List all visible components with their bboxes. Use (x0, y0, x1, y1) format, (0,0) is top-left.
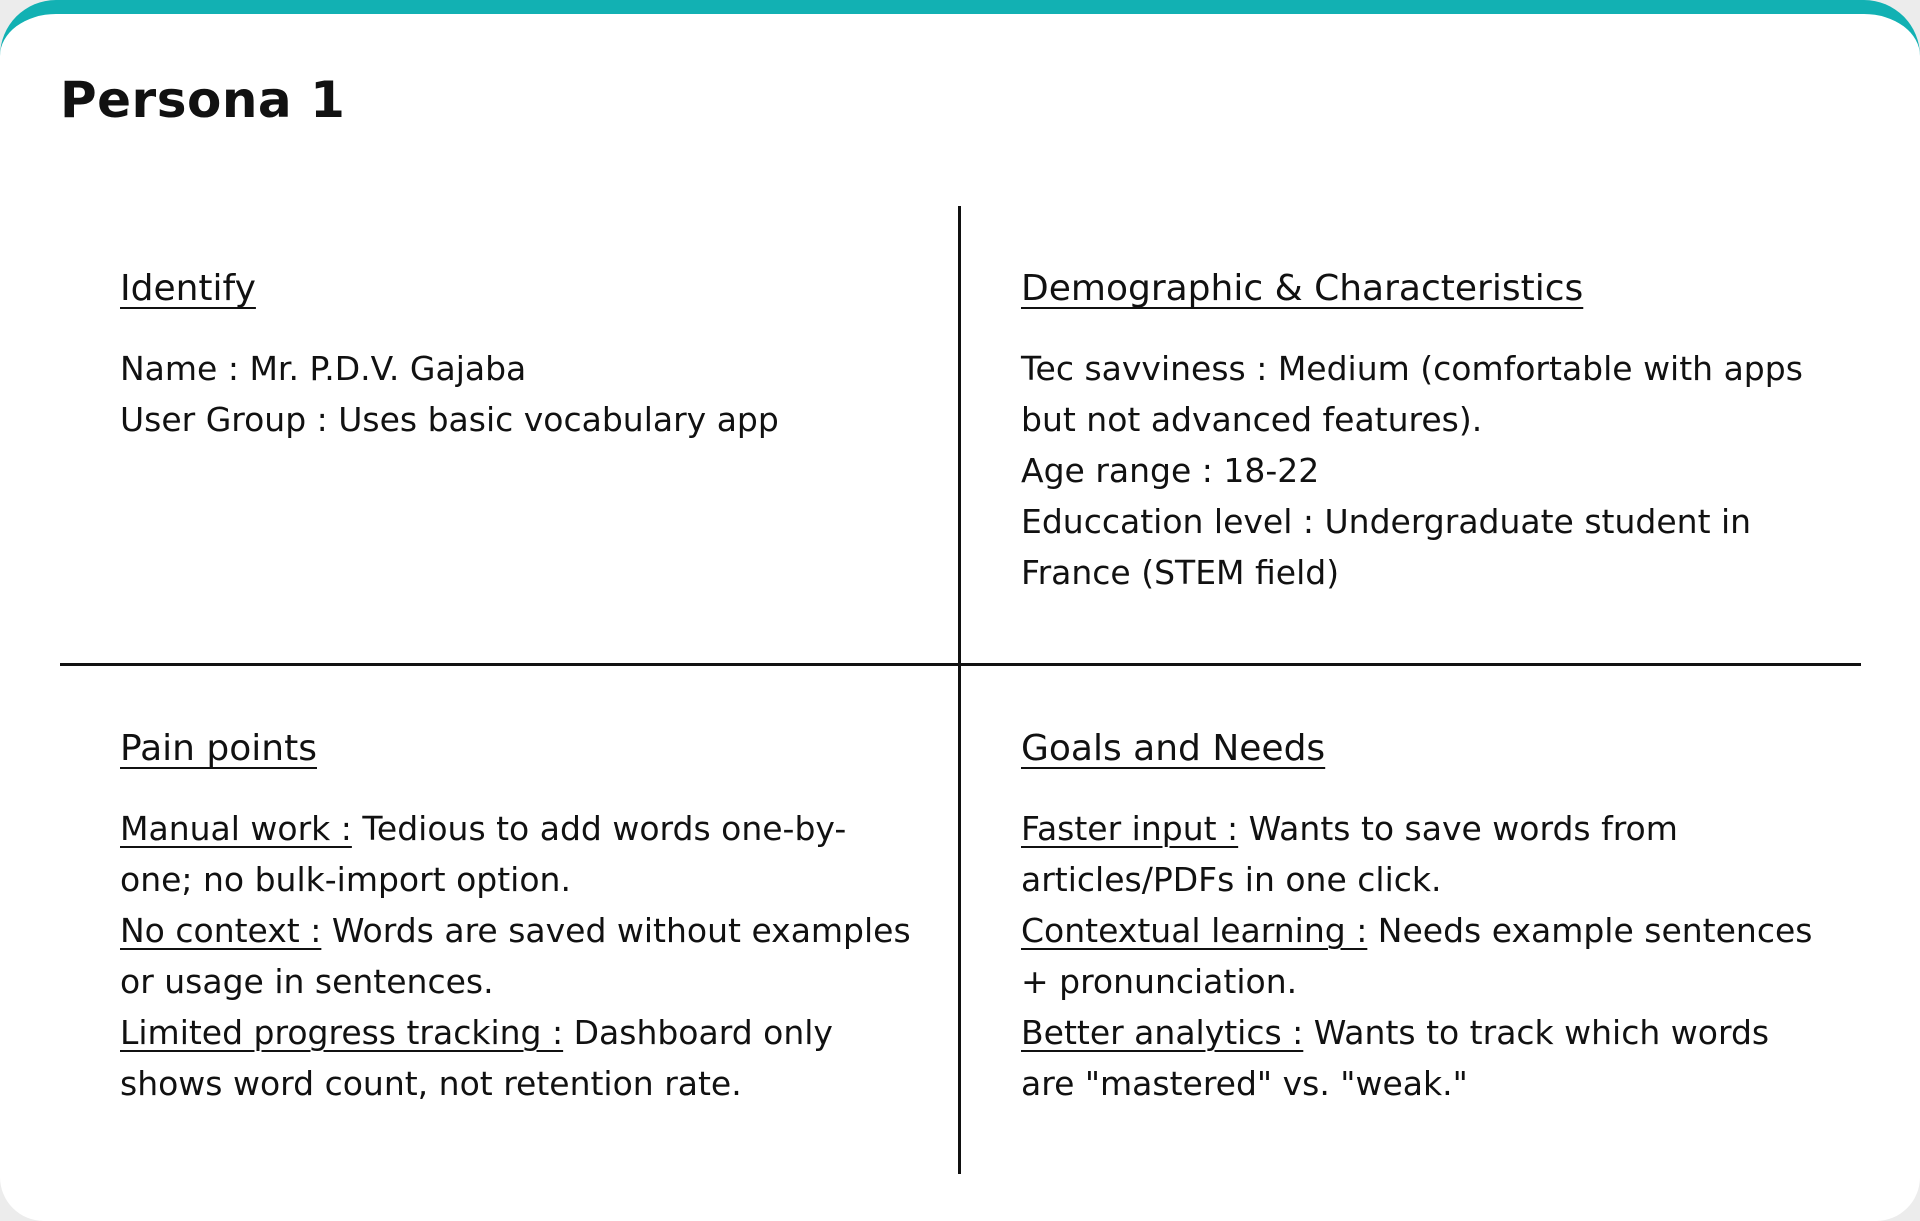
goal-text: Wants to save words from (1238, 808, 1678, 848)
demographic-section (1021, 266, 1821, 598)
goal-text: Wants to track which words (1303, 1012, 1770, 1052)
pain-point-item (120, 905, 920, 956)
pain-point-continued: or usage in sentences. (120, 961, 494, 1001)
identify-heading: Identify (120, 268, 256, 309)
tech-savviness-line: Tec savviness : Medium (comfortable with apps (1021, 348, 1803, 388)
horizontal-divider (60, 663, 1861, 666)
education-level-line: Educcation level : Undergraduate student in (1021, 501, 1752, 541)
demographic-heading: Demographic & Characteristics (1021, 268, 1584, 309)
page-title: Persona 1 (60, 71, 346, 129)
demographic-details (1021, 343, 1821, 598)
pain-point-text: Words are saved without examples (321, 910, 911, 950)
goal-term: Faster input : (1021, 808, 1239, 848)
goals-section (1021, 726, 1821, 1109)
pain-point-text: Dashboard only (563, 1012, 833, 1052)
pain-point-continued: one; no bulk-import option. (120, 859, 571, 899)
identify-section (120, 266, 920, 445)
goal-item (1021, 803, 1821, 854)
vertical-divider (958, 206, 961, 1174)
pain-point-item (120, 1007, 920, 1058)
goals-heading: Goals and Needs (1021, 728, 1326, 769)
pain-point-term: No context : (120, 910, 322, 950)
pain-point-text: Tedious to add words one-by- (351, 808, 847, 848)
goal-continued: are "mastered" vs. "weak." (1021, 1063, 1468, 1103)
goal-continued: + pronunciation. (1021, 961, 1298, 1001)
identify-details (120, 343, 920, 445)
goal-term: Better analytics : (1021, 1012, 1304, 1052)
name-line: Name : Mr. P.D.V. Gajaba (120, 348, 527, 388)
goal-text: Needs example sentences (1367, 910, 1813, 950)
user-group-line: User Group : Uses basic vocabulary app (120, 399, 779, 439)
pain-points-list (120, 803, 920, 1109)
goal-item (1021, 905, 1821, 956)
goals-list (1021, 803, 1821, 1109)
education-level-continued-line: France (STEM field) (1021, 552, 1340, 592)
goal-item (1021, 1007, 1821, 1058)
pain-point-term: Limited progress tracking : (120, 1012, 564, 1052)
tech-savviness-continued-line: but not advanced features). (1021, 399, 1483, 439)
pain-point-continued: shows word count, not retention rate. (120, 1063, 742, 1103)
pain-points-section (120, 726, 920, 1109)
goal-term: Contextual learning : (1021, 910, 1368, 950)
pain-points-heading: Pain points (120, 728, 317, 769)
pain-point-term: Manual work : (120, 808, 352, 848)
goal-continued: articles/PDFs in one click. (1021, 859, 1442, 899)
pain-point-item (120, 803, 920, 854)
age-range-line: Age range : 18-22 (1021, 450, 1320, 490)
